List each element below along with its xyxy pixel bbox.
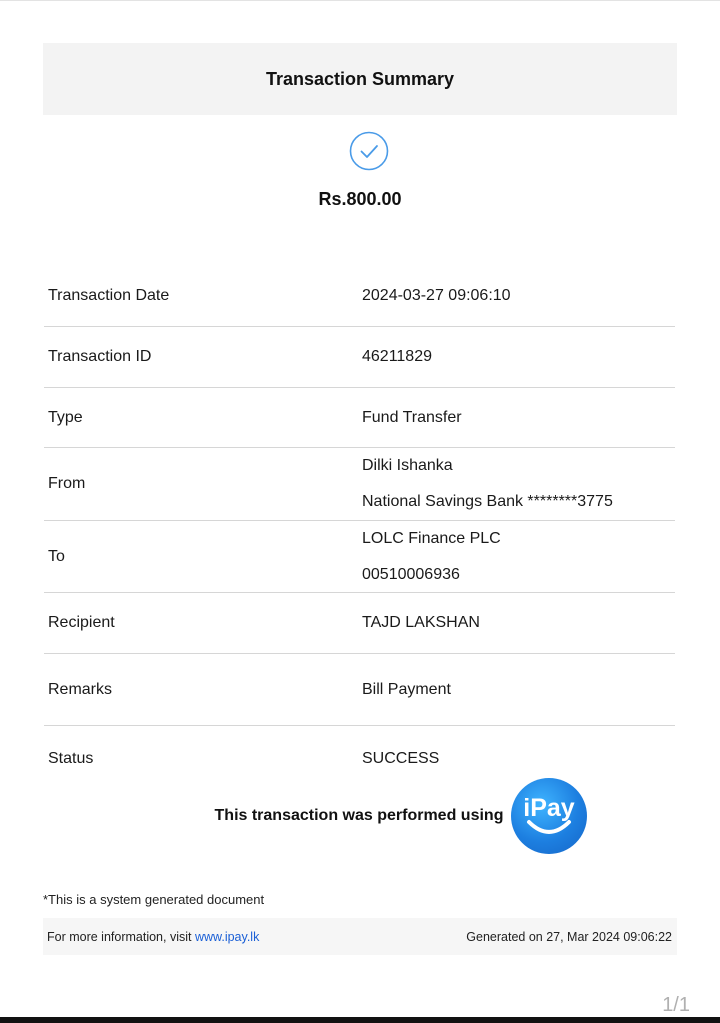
row-label: Recipient <box>48 614 115 631</box>
row-label: Status <box>48 750 94 767</box>
row-label: To <box>48 547 65 565</box>
row-label: Transaction Date <box>48 287 170 304</box>
row-label: Transaction ID <box>48 348 152 365</box>
bottom-bar <box>0 1017 720 1023</box>
summary-header <box>43 43 677 115</box>
footer-bar <box>43 918 677 955</box>
row-value: LOLC Finance PLC <box>362 529 501 547</box>
row-label: From <box>48 475 86 492</box>
success-check-icon <box>349 131 389 171</box>
top-divider <box>0 0 720 1</box>
row-value: Bill Payment <box>362 680 451 698</box>
ipay-website-link[interactable]: www.ipay.lk <box>194 929 260 944</box>
row-value: Dilki Ishanka <box>362 457 453 474</box>
table-row <box>44 388 675 448</box>
row-value: TAJD LAKSHAN <box>362 614 480 631</box>
table-row <box>44 448 675 521</box>
table-row <box>44 266 675 327</box>
system-note: *This is a system generated document <box>43 892 265 907</box>
generated-timestamp: Generated on 27, Mar 2024 09:06:22 <box>466 929 672 944</box>
row-value-group <box>362 529 675 585</box>
transaction-amount: Rs.800.00 <box>318 189 402 209</box>
row-label: Type <box>48 408 83 426</box>
page-number: 1/1 <box>662 994 690 1016</box>
table-row <box>44 593 675 654</box>
page-title: Transaction Summary <box>265 68 455 89</box>
table-row <box>44 521 675 593</box>
status-value: SUCCESS <box>362 750 440 767</box>
row-label: Remarks <box>48 680 113 698</box>
row-value-secondary: National Savings Bank ********3775 <box>362 493 613 510</box>
row-value: Fund Transfer <box>362 408 462 426</box>
row-value-secondary: 00510006936 <box>362 565 460 583</box>
performed-using <box>0 783 720 848</box>
table-row <box>44 327 675 388</box>
ipay-logo <box>511 778 587 854</box>
table-row <box>44 654 675 726</box>
row-value: 46211829 <box>362 348 432 365</box>
performed-text: This transaction was performed using <box>214 806 504 824</box>
ipay-logo-mark <box>511 778 587 854</box>
row-value-group <box>362 456 675 512</box>
row-value: 2024-03-27 09:06:10 <box>362 287 511 304</box>
footer-info-prefix: For more information, visit <box>47 929 192 944</box>
details-table <box>44 266 675 792</box>
ipay-logo-text: iPay <box>523 793 576 822</box>
footer-info <box>47 930 259 944</box>
